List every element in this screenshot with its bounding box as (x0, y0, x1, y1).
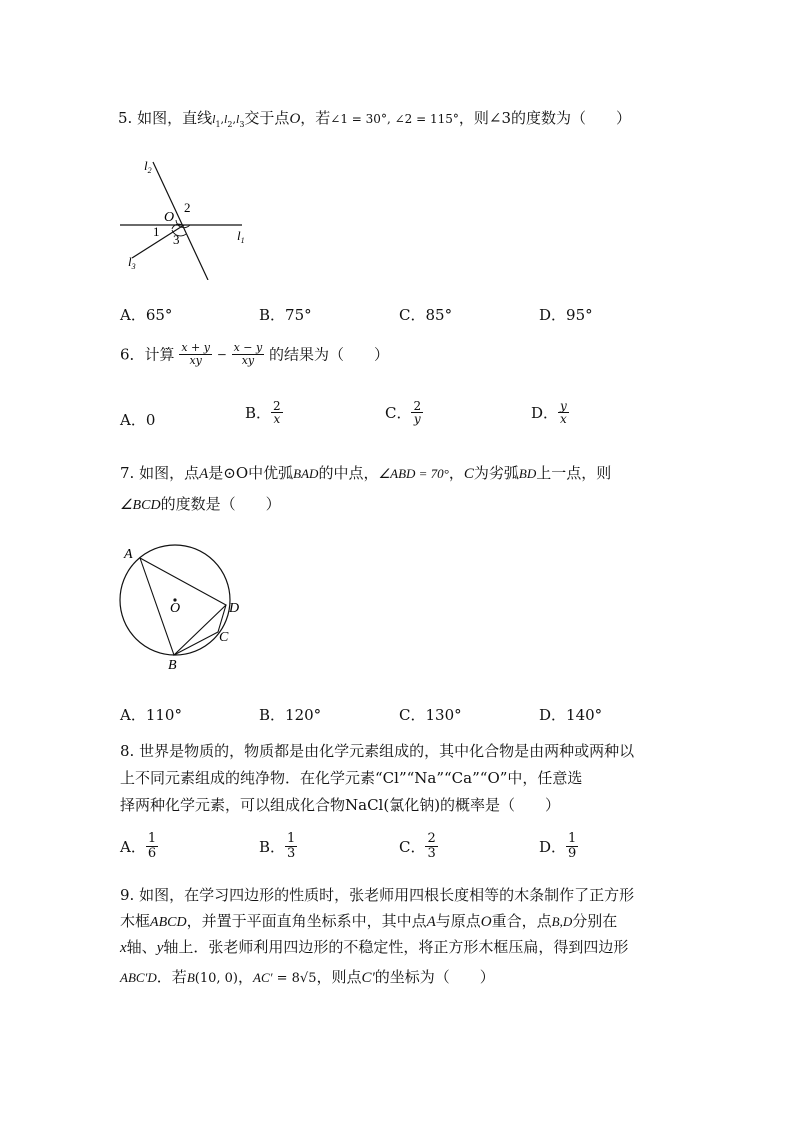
point-D: D (229, 601, 240, 616)
q7-figure (110, 538, 260, 673)
q9-line1: 9. 如图，在学习四边形的性质时，张老师用四根长度相等的木条制作了正方形 (120, 886, 635, 904)
q5-option-c[interactable]: C．85° (399, 306, 453, 324)
q6-option-a[interactable]: A．0 (120, 411, 156, 429)
q9-line3: x轴、y轴上．张老师利用四边形的不稳定性，将正方形木框压扁，得到四边形 (120, 938, 629, 956)
q5-figure (110, 150, 270, 280)
q6-option-c[interactable]: C． $\frac{2}{y}$ (385, 399, 422, 426)
q5-stem: 5. 如图，直线$l_1,l_2,l_3$交于点O，若∠1 = 30°, ∠2 = 115°，则∠3的度数为（ ） (118, 109, 631, 129)
q7-option-d[interactable]: D．140° (539, 706, 603, 724)
q8-line3: 择两种化学元素，可以组成化合物NaCl(氯化钠)的概率是（ ） (120, 796, 561, 814)
angle-3-label: 3 (173, 232, 180, 247)
angle-1-label: 1 (153, 224, 160, 239)
q6-option-d[interactable]: D． $\frac{y}{x}$ (531, 399, 567, 426)
point-C: C (219, 630, 229, 645)
line-l2 (153, 162, 208, 280)
q8-line1: 8. 世界是物质的，物质都是由化学元素组成的，其中化合物是由两种或两种以 (120, 742, 635, 760)
q6-fraction-1: $\frac{x + y}{xy}$ (181, 341, 210, 367)
label-l3: $l_3$ (128, 254, 136, 271)
point-O: O (170, 601, 181, 616)
q5-number: 5. (118, 109, 133, 127)
q6-stem: 6．计算 $\frac{x + y}{xy}$ − $\frac{x - y}{xy}$ 的结果为（ ） (120, 341, 390, 367)
q8-option-c[interactable]: C． $\frac{2}{3}$ (399, 831, 436, 861)
q7-option-b[interactable]: B．120° (259, 706, 322, 724)
label-O: O (164, 210, 175, 225)
point-B: B (168, 658, 177, 673)
label-l1: $l_1$ (237, 228, 245, 245)
q8-option-a[interactable]: A． $\frac{1}{6}$ (120, 831, 157, 861)
q6-option-b[interactable]: B． $\frac{2}{x}$ (245, 399, 281, 426)
q7-option-c[interactable]: C．130° (399, 706, 462, 724)
q8-option-d[interactable]: D． $\frac{1}{9}$ (539, 831, 577, 861)
q9-line2: 木框ABCD，并置于平面直角坐标系中，其中点A与原点O重合，点B,D分别在 (120, 912, 618, 930)
q8-option-b[interactable]: B． $\frac{1}{3}$ (259, 831, 296, 861)
q9-line4: ABC′D．若B(10, 0)，AC′ = 8√5，则点C′的坐标为（ ） (120, 968, 495, 986)
q7-stem-line2: ∠BCD的度数是（ ） (120, 495, 281, 513)
q6-fraction-2: $\frac{x - y}{xy}$ (233, 341, 263, 367)
q5-option-d[interactable]: D．95° (539, 306, 593, 324)
q8-line2: 上不同元素组成的纯净物．在化学元素“Cl”“Na”“Ca”“O”中，任意选 (120, 769, 583, 787)
label-l2: $l_2$ (144, 158, 152, 175)
q7-stem-line1: 7. 如图，点A是⊙O中优弧BAD的中点，∠ABD = 70°，C为劣弧BD上一点，则 (120, 464, 612, 482)
q5-option-b[interactable]: B．75° (259, 306, 312, 324)
point-A: A (124, 547, 133, 562)
angle-2-label: 2 (184, 200, 191, 215)
q5-option-a[interactable]: A．65° (120, 306, 173, 324)
q7-option-a[interactable]: A．110° (120, 706, 182, 724)
